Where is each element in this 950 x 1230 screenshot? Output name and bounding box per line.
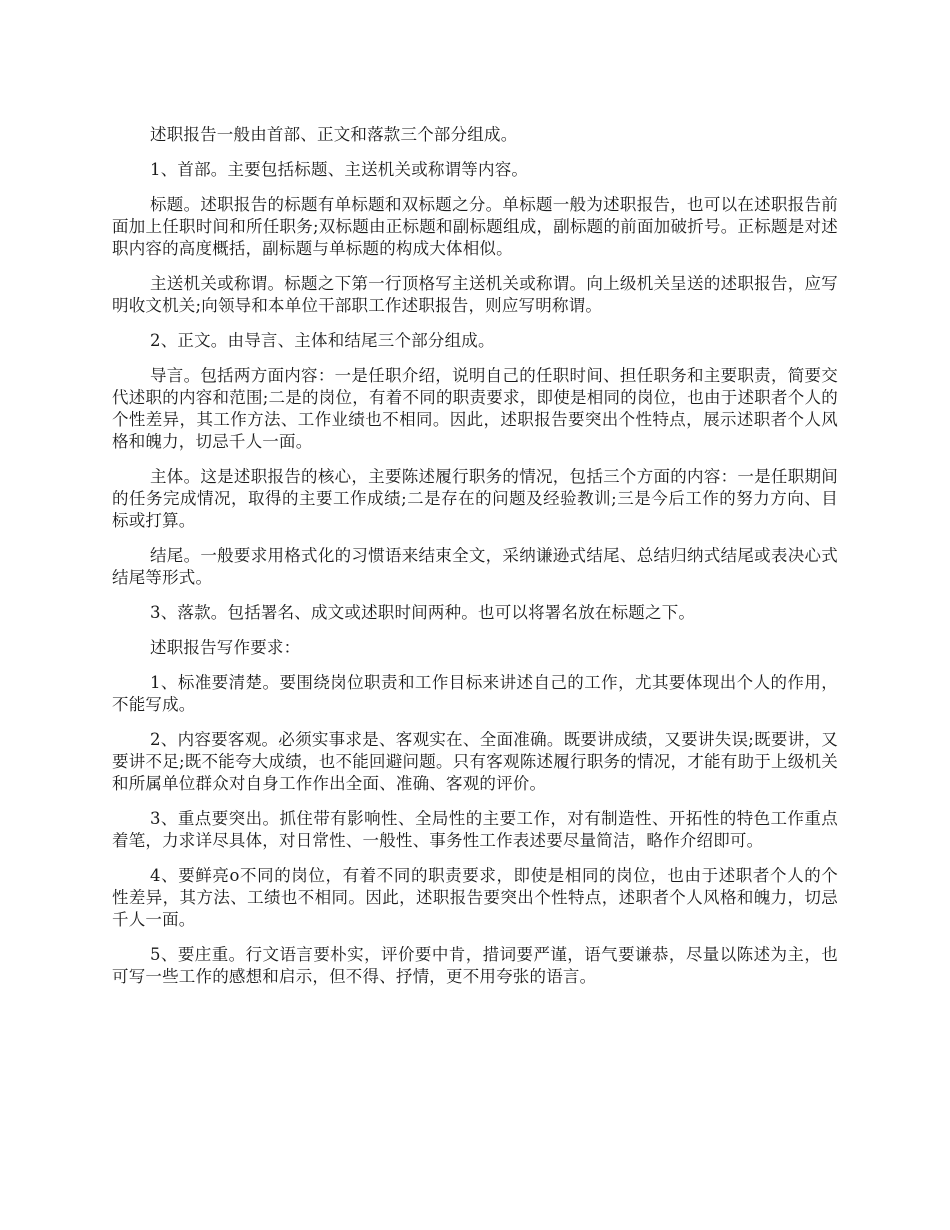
paragraph-intro: 述职报告一般由首部、正文和落款三个部分组成。 (150, 125, 518, 144)
paragraph-body-section: 2、正文。由导言、主体和结尾三个部分组成。 (150, 331, 495, 350)
paragraph-requirement-5: 5、要庄重。行文语言要朴实，评价要中肯，措词要严谨，语气要谦恭，尽量以陈述为主，也可写一些工作的感想和启示，但不得、抒情，更不用夸张的语言。 (112, 945, 838, 986)
paragraph-ending: 结尾。一般要求用格式化的习惯语来结束全文，采纳谦逊式结尾、总结归纳式结尾或表决心式结尾等形式。 (112, 546, 838, 587)
paragraph-preface: 导言。包括两方面内容：一是任职介绍，说明自己的任职时间、担任职务和主要职责，简要交代述职的内容和范围;二是的岗位，有着不同的职责要求，即使是相同的岗位，也由于述职者个人的个性差异，其工作方法、工作业绩也不相同。因此，述职报告要突出个性特点，展示述职者个人风格和魄力，切忌千人一面。 (112, 366, 838, 451)
paragraph-recipient: 主送机关或称谓。标题之下第一行顶格写主送机关或称谓。向上级机关呈送的述职报告，应写明收文机关;向领导和本单位干部职工作述职报告，则应写明称谓。 (112, 274, 838, 315)
paragraph-signature-section: 3、落款。包括署名、成文或述职时间两种。也可以将署名放在标题之下。 (150, 603, 696, 622)
paragraph-main-body: 主体。这是述职报告的核心，主要陈述履行职务的情况，包括三个方面的内容：一是任职期间的任务完成情况，取得的主要工作成绩;二是存在的问题及经验教训;三是今后工作的努力方向、目标或打算。 (112, 467, 838, 530)
paragraph-requirement-4: 4、要鲜亮o不同的岗位，有着不同的职责要求，即使是相同的岗位，也由于述职者个人的个性差异，其方法、工绩也不相同。因此，述职报告要突出个性特点，述职者个人风格和魄力，切忌千人一面。 (112, 866, 838, 929)
document-body (112, 124, 838, 1001)
paragraph-requirements-heading: 述职报告写作要求： (150, 638, 301, 657)
paragraph-header-section: 1、首部。主要包括标题、主送机关或称谓等内容。 (150, 160, 529, 179)
paragraph-title: 标题。述职报告的标题有单标题和双标题之分。单标题一般为述职报告，也可以在述职报告前面加上任职时间和所任职务;双标题由正标题和副标题组成，副标题的前面加破折号。正标题是对述职内容的高度概括，副标题与单标题的构成大体相似。 (112, 195, 838, 258)
paragraph-requirement-1: 1、标准要清楚。要围绕岗位职责和工作目标来讲述自己的工作，尤其要体现出个人的作用，不能写成。 (112, 673, 838, 714)
paragraph-requirement-3: 3、重点要突出。抓住带有影响性、全局性的主要工作，对有制造性、开拓性的特色工作重点着笔，力求详尽具体，对日常性、一般性、事务性工作表述要尽量简洁，略作介绍即可。 (112, 809, 838, 850)
paragraph-requirement-2: 2、内容要客观。必须实事求是、客观实在、全面准确。既要讲成绩，又要讲失误;既要讲，又要讲不足;既不能夸大成绩，也不能回避问题。只有客观陈述履行职务的情况，才能有助于上级机关和所属单位群众对自身工作作出全面、准确、客观的评价。 (112, 730, 838, 793)
